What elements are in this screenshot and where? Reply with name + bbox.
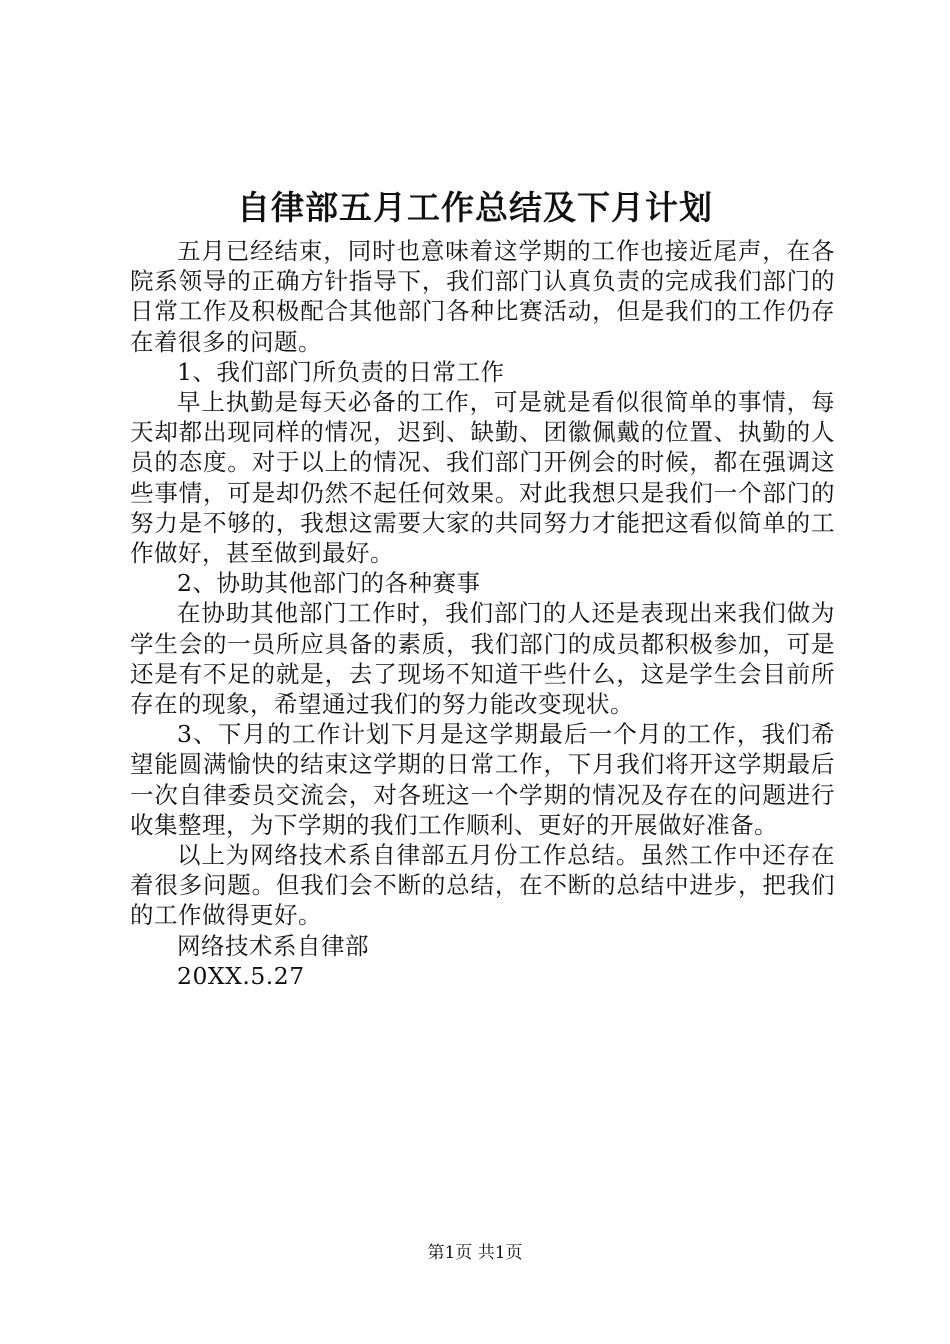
document-body xyxy=(130,236,835,991)
section-heading-2: 2、协助其他部门的各种赛事 xyxy=(177,569,481,598)
closing-paragraph: 以上为网络技术系自律部五月份工作总结。虽然工作中还存在着很多问题。但我们会不断的总结，在不断的总结中进步，把我们的工作做得更好。 xyxy=(130,841,835,930)
signature-date: 20XX.5.27 xyxy=(177,961,305,990)
section-paragraph-2: 在协助其他部门工作时，我们部门的人还是表现出来我们做为学生会的一员所应具备的素质，我们部门的成员都积极参加，可是还是有不足的就是，去了现场不知道干些什么，这是学生会目前所存在的现象，希望通过我们的努力能改变现状。 xyxy=(130,599,835,719)
page-number-footer: 第1页 共1页 xyxy=(427,1243,523,1263)
section-heading-1: 1、我们部门所负责的日常工作 xyxy=(177,357,505,386)
section-paragraph-3: 3、下月的工作计划下月是这学期最后一个月的工作，我们希望能圆满愉快的结束这学期的日常工作，下月我们将开这学期最后一次自律委员交流会，对各班这一个学期的情况及存在的问题进行收集整理，为下学期的我们工作顺利、更好的开展做好准备。 xyxy=(130,720,835,839)
signature-department: 网络技术系自律部 xyxy=(177,931,369,960)
section-paragraph-1: 早上执勤是每天必备的工作，可是就是看似很简单的事情，每天却都出现同样的情况，迟到、缺勤、团徽佩戴的位置、执勤的人员的态度。对于以上的情况、我们部门开例会的时候，都在强调这些事情，可是却仍然不起任何效果。对此我想只是我们一个部门的努力是不够的，我想这需要大家的共同努力才能把这看似简单的工作做好，甚至做到最好。 xyxy=(130,388,835,568)
intro-paragraph: 五月已经结束，同时也意味着这学期的工作也接近尾声，在各院系领导的正确方针指导下，我们部门认真负责的完成我们部门的日常工作及积极配合其他部门各种比赛活动，但是我们的工作仍存在着很多的问题。 xyxy=(130,237,835,356)
document-title: 自律部五月工作总结及下月计划 xyxy=(237,188,713,227)
